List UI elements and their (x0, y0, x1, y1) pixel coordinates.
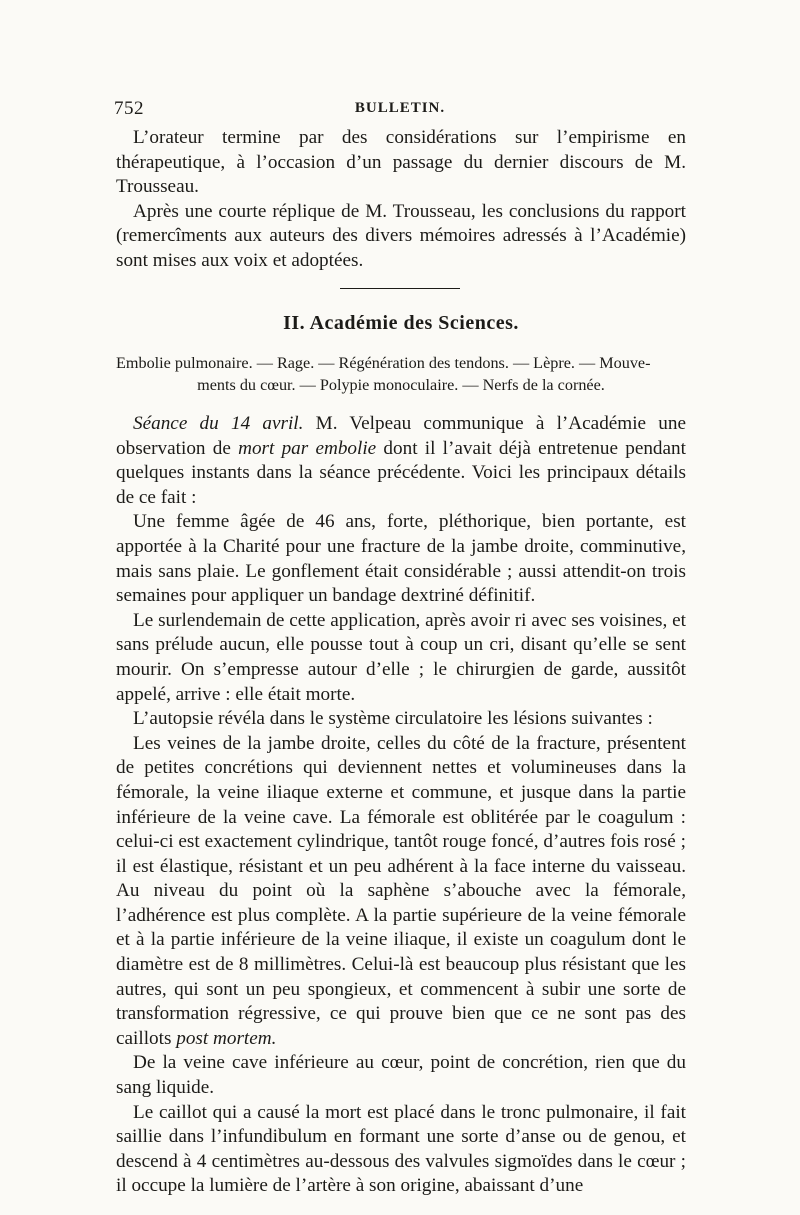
body-paragraph-4: L’autopsie révéla dans le système circulatoire les lésions suivantes : (133, 708, 653, 730)
body-paragraph-6: De la veine cave inférieure au cœur, point de concrétion, rien que du sang liquide. (116, 1052, 686, 1099)
emphasis-mort-par-embolie: mort par embolie (238, 437, 377, 459)
body-paragraph-2: Une femme âgée de 46 ans, forte, pléthorique, bien portante, est apportée à la Charité pour une fracture de la jambe droite, comminutive, mais sans plaie. Le gonflement était considérable ; aussi attendit-on trois semaines pour appliquer un bandage dextriné définitif. (116, 511, 686, 607)
section-summary (116, 352, 686, 396)
body-paragraph-5 (116, 732, 686, 1052)
body-paragraph-5-text: Les veines de la jambe droite, celles du côté de la fracture, présentent de petites concrétions qui deviennent nettes et volumineuses dans la fémorale, la veine iliaque externe et commune, et jusque dans la partie inférieure de la veine cave. La fémorale est oblitérée par le coagulum : celui-ci est exactement cylindrique, tantôt rouge foncé, d’autres fois rosé ; il est élastique, résistant et un peu adhérent à la face interne du vaisseau. Au niveau du point où la saphène s’abouche avec la fémorale, l’adhérence est plus complète. A la partie supérieure de la veine fémorale et à la partie inférieure de la veine iliaque, il existe un coagulum dont le diamètre est de 8 millimètres. Celui-là est beaucoup plus résistant que les autres, qui sont un peu spongieux, et commencent à subir une sorte de transformation régressive, ce qui prouve bien que ce ne sont pas des caillots (116, 732, 686, 1049)
section-heading: II. Académie des Sciences. (283, 312, 519, 334)
emphasis-post-mortem: post mortem. (176, 1027, 277, 1049)
summary-line-2: ments du cœur. — Polypie monoculaire. — Nerfs de la cornée. (197, 376, 605, 394)
section-divider (340, 288, 460, 289)
body-paragraph-1 (116, 412, 686, 510)
page-header (114, 98, 686, 126)
summary-line-1: Embolie pulmonaire. — Rage. — Régénération des tendons. — Lèpre. — Mouve- (116, 354, 651, 372)
body-paragraph-3: Le surlendemain de cette application, après avoir ri avec ses voisines, et sans prélude aucun, elle pousse tout à coup un cri, disant qu’elle se sent mourir. On s’empresse autour d’elle ; le chirurgien de garde, aussitôt appelé, arrive : elle était morte. (116, 609, 686, 705)
body-paragraph-1-text-a: M. Velpeau communique à l’Académie une observation de (116, 413, 687, 459)
running-title: BULLETIN. (354, 100, 446, 116)
body-paragraph-1-text-b: dont il l’avait déjà entretenue pendant quelques instants dans la séance précédente. Voici les principaux détails de ce fait : (116, 437, 686, 508)
page-number: 752 (114, 98, 144, 119)
intro-paragraph-1: L’orateur termine par des considérations sur l’empirisme en thérapeutique, à l’occasion d’un passage du dernier discours de M. Trousseau. (116, 127, 686, 198)
intro-paragraph-2: Après une courte réplique de M. Trousseau, les conclusions du rapport (remercîments aux auteurs des divers mémoires adressés à l’Académie) sont mises aux voix et adoptées. (116, 200, 686, 271)
article-body (116, 412, 686, 1199)
intro-text (116, 126, 686, 274)
session-date: Séance du 14 avril. (133, 413, 304, 434)
body-paragraph-7: Le caillot qui a causé la mort est placé dans le tronc pulmonaire, il fait saillie dans l’infundibulum en formant une sorte d’anse ou de genou, et descend à 4 centimètres au-dessous des valvules sigmoïdes dans le cœur ; il occupe la lumière de l’artère à son origine, abaissant d’une (116, 1101, 686, 1197)
